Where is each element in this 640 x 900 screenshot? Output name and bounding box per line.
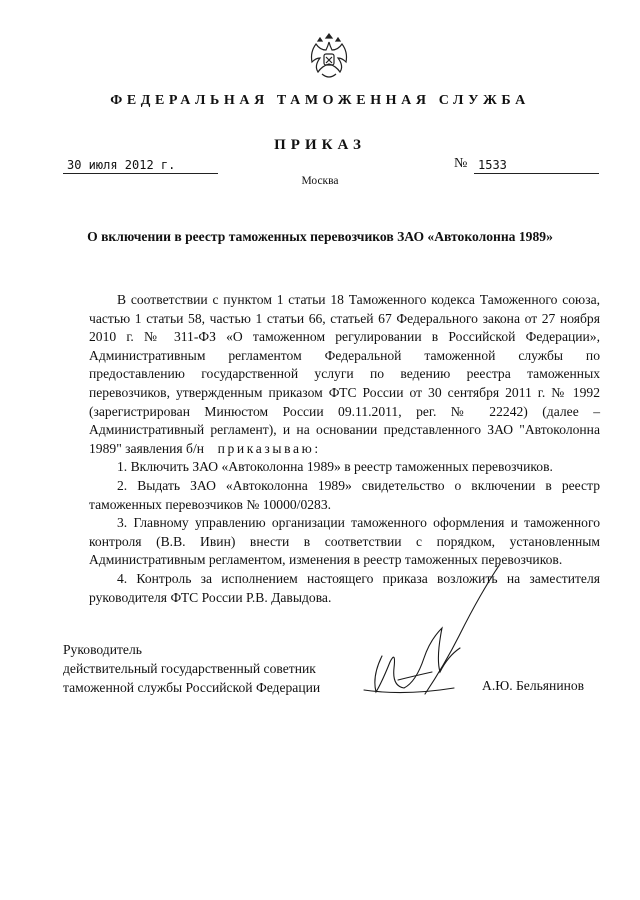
preamble-paragraph — [89, 291, 600, 458]
preamble-text: В соответствии с пунктом 1 статьи 18 Таможенного кодекса Таможенного союза, частью 1 статьи 58, частью 1 статьи 66, статьей 67 Федерального закона от 27 ноября 2010 г. № 311-ФЗ «О таможенном регулировании в Российской Федерации», Административным регламентом Федеральной таможенной службы по предоставлению государственной услуги по ведению реестра таможенных перевозчиков, утвержденным приказом ФТС России от 30 сентября 2011 г. № 1992 (зарегистрирован Минюстом России 09.11.2011, рег. № 22242) (далее – Административный регламент), и на основании представленного ЗАО "Автоколонна 1989" заявления б/н — [89, 292, 600, 456]
handwritten-signature-icon — [350, 560, 550, 720]
issue-city: Москва — [301, 175, 339, 187]
signatory-title-block — [63, 640, 320, 697]
order-item-1: 1. Включить ЗАО «Автоколонна 1989» в реестр таможенных перевозчиков. — [117, 459, 553, 475]
signer-name: А.Ю. Бельянинов — [482, 678, 585, 693]
double-headed-eagle-emblem-icon — [306, 30, 352, 82]
signatory-position: Руководитель — [63, 642, 142, 657]
order-date: 30 июля 2012 г. — [67, 158, 176, 172]
order-item-4: 4. Контроль за исполнением настоящего приказа возложить на заместителя руководителя ФТС России Р.В. Давыдова. — [89, 570, 600, 605]
document-title: О включении в реестр таможенных перевозчиков ЗАО «Автоколонна 1989» — [87, 229, 553, 244]
signatory-rank-line1: действительный государственный советник — [63, 661, 316, 676]
order-number-label: № — [454, 156, 468, 171]
agency-name: ФЕДЕРАЛЬНАЯ ТАМОЖЕННАЯ СЛУЖБА — [110, 93, 530, 108]
signatory-rank-line2: таможенной службы Российской Федерации — [63, 680, 321, 695]
order-item-3: 3. Главному управлению организации таможенного оформления и таможенного контроля (В.В. Ивин) внести в соответствии с порядком, установленным Административным регламентом, изменения в реестр таможенных перевозчиков. — [89, 515, 600, 568]
document-type: ПРИКАЗ — [274, 137, 366, 153]
order-number-field — [474, 155, 599, 174]
order-item-2: 2. Выдать ЗАО «Автоколонна 1989» свидетельство о включении в реестр таможенных перевозчиков № 10000/0283. — [89, 477, 600, 512]
order-date-field — [63, 155, 218, 174]
orders-word: приказываю: — [217, 440, 321, 456]
order-number: 1533 — [478, 158, 507, 172]
